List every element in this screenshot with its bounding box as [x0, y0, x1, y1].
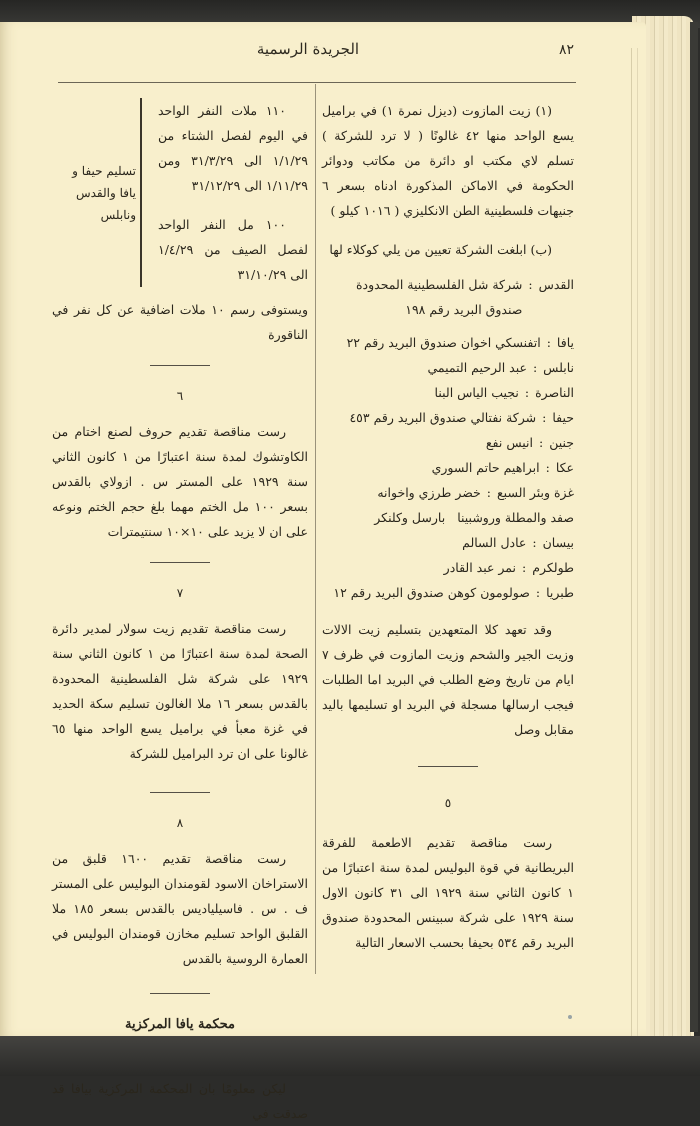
agent-name: ابراهيم حاتم السوري: [431, 460, 540, 475]
book-background-bottom: [0, 1036, 700, 1076]
agent-city: طولكرم: [532, 560, 574, 575]
agent-name: نجيب الياس البنا: [434, 385, 519, 400]
agent-name: صولومون كوهن صندوق البريد رقم ١٢: [333, 585, 530, 600]
agent-city: جنين: [549, 435, 574, 450]
journal-title: الجريدة الرسمية: [256, 40, 360, 58]
agent-city: حيفا: [552, 410, 574, 425]
agent-row: القدس : شركة شل الفلسطينية المحدودة صندوق البريد رقم ١٩٨: [322, 272, 574, 322]
section-5-text: رست مناقصة تقديم الاطعمة للفرقة البريطانية في قوة البوليس لمدة سنة اعتبارًا من ١ كانون الثاني سنة ١٩٢٩ الى ٣١ كانون الاول سنة ١٩٢٩ على شركة سبينس المحدودة صندوق البريد رقم ٥٣٤ بحيفا بحسب الاسعار التالية: [322, 835, 575, 950]
agent-row: الناصرة : نجيب الياس البنا: [322, 380, 574, 405]
agent-name: خضر طرزي واخوانه: [377, 485, 481, 500]
agent-name: بارسل وكلنكر: [374, 510, 446, 525]
section-7-text: رست مناقصة تقديم زيت سولار لمدير دائرة الصحة لمدة سنة اعتبارًا من ١ كانون الثاني سنة ١٩٢٩ على شركة شل الفلسطينية المحدودة بالقدس بسعر ١٦ ملا الغالون تسليم سكة الحديد في غزة معبأ في براميل يسع الواحد منها ٦٥ غالونا على ان ترد البراميل للشركة: [52, 621, 308, 761]
agent-row: طبريا : صولومون كوهن صندوق البريد رقم ١٢: [322, 580, 574, 605]
agent-row: حيفا : شركة نفتالي صندوق البريد رقم ٤٥٣: [322, 405, 574, 430]
delivery-note: تسليم حيفا و يافا والقدس ونابلس: [72, 163, 136, 222]
section-number: ٨: [176, 816, 184, 830]
agent-city: طبريا: [546, 585, 574, 600]
agent-name: عادل السالم: [462, 535, 527, 550]
agent-name: شركة نفتالي صندوق البريد رقم ٤٥٣: [349, 410, 537, 425]
agent-name: انيس نفع: [485, 435, 533, 450]
agent-row: طولكرم : نمر عبد القادر: [322, 555, 574, 580]
left-column: [52, 98, 308, 1126]
right-column: [322, 98, 574, 955]
agent-row: عكا : ابراهيم حاتم السوري: [322, 455, 574, 480]
agent-row: جنين : انيس نفع: [322, 430, 574, 455]
column-divider: [315, 84, 316, 974]
agent-city: الناصرة: [535, 385, 574, 400]
section-separator: [150, 365, 210, 366]
page-edge-line: [637, 48, 638, 1048]
section-separator: [418, 766, 478, 767]
page-number: ٨٢: [558, 42, 574, 58]
page-speck: [568, 1015, 572, 1019]
agent-city: غزة وبئر السبع: [497, 485, 574, 500]
section-6-text: رست مناقصة تقديم حروف لصنع اختام من الكاوتشوك لمدة سنة اعتبارًا من ١ كانون الثاني سنة ١٩٢٩ على المستر س . ازولاي بالقدس بسعر ١٠٠ مل الختم مهما بلغ حجم الختم ونوعه على ان لا يزيد على ١٠×١٠ سنتيمترات: [52, 424, 309, 539]
agent-city: عكا: [555, 460, 574, 475]
agent-row: [322, 505, 574, 530]
section-number: ٦: [176, 389, 184, 403]
agent-city: نابلس: [543, 360, 574, 375]
section-separator: [150, 993, 210, 994]
section-separator: [150, 792, 210, 793]
winter-rate: ١١٠ ملات النفر الواحد في اليوم لفصل الشتاء من ١/١/٢٩ الى ٣١/٣/٢٩ ومن ١/١١/٢٩ الى ٣١/١٢/٢٩: [158, 103, 308, 193]
section-number: ٥: [444, 796, 452, 810]
agent-row: نابلس : عبد الرحيم التميمي: [322, 355, 574, 380]
page-header: [42, 38, 574, 78]
agent-row: بيسان : عادل السالم: [322, 530, 574, 555]
commitment-paragraph: وقد تعهد كلا المتعهدين بتسليم زيت الالات وزيت الجير والشحم وزيت المازوت في ظرف ٧ ايام من تاريخ وضع الطلب في البريد اما الطلبات فيجب ارسالها مسجلة في البريد او تسليمها باليد مقابل وصل: [322, 622, 574, 737]
agent-city: بيسان: [542, 535, 574, 550]
agent-name: اتفنسكي اخوان صندوق البريد رقم ٢٢: [346, 335, 541, 350]
section-number: ٧: [176, 586, 184, 600]
header-rule: [58, 82, 576, 83]
summer-rate: ١٠٠ مل النفر الواحد لفصل الصيف من ١/٤/٢٩ الى ٣١/١٠/٢٩: [158, 217, 308, 282]
item-b-paragraph: (ب) ابلغت الشركة تعيين من يلي كوكلاء لها: [329, 242, 552, 257]
rates-brace-block: [52, 98, 308, 287]
agent-city: صفد والمطلة وروشبينا: [457, 510, 574, 525]
naqoura-note: ويستوفى رسم ١٠ ملات اضافية عن كل نفر في الناقورة: [52, 302, 308, 342]
book-cover-edge: [690, 22, 698, 1032]
section-8-text: رست مناقصة تقديم ١٦٠٠ قلبق من الاستراخان الاسود لقومندان البوليس على المستر ف . س . فاسيلياديس بالقدس بسعر ١٨٥ ملا القلبق الواحد تسليم مخازن قومندان البوليس في العمارة الروسية بالقدس: [52, 851, 308, 966]
item-a-paragraph: (١) زيت المازوت (ديزل نمرة ١) في براميل يسع الواحد منها ٤٢ غالونًا ( لا ترد للشركة ) تسلم لاي مكتب او دائرة من مكاتب ودوائر الحكومة في الاماكن المذكورة ادناه بسعر ٦ جنيهات فلسطينية الطن الانكليزي ( ١٠١٦ كيلو ): [322, 103, 574, 218]
agent-row: يافا : اتفنسكي اخوان صندوق البريد رقم ٢٢: [322, 330, 574, 355]
agent-list: [322, 272, 574, 605]
agent-city: يافا: [556, 335, 574, 350]
agent-name: عبد الرحيم التميمي: [427, 360, 527, 375]
court-notice-title: محكمة يافا المركزية: [124, 1017, 236, 1032]
agent-name: نمر عبد القادر: [443, 560, 517, 575]
agent-row: غزة وبئر السبع : خضر طرزي واخوانه: [322, 480, 574, 505]
agent-name: شركة شل الفلسطينية المحدودة صندوق البريد رقم ١٩٨: [356, 277, 523, 317]
page-edge-line: [631, 48, 632, 1048]
rates-text: [158, 98, 308, 287]
section-separator: [150, 562, 210, 563]
court-notice-text: ليكن معلومًا بان المحكمة المركزية بيافا قد صدقت في: [52, 1081, 308, 1121]
brace-symbol: [140, 98, 154, 287]
agent-city: القدس: [538, 277, 574, 292]
